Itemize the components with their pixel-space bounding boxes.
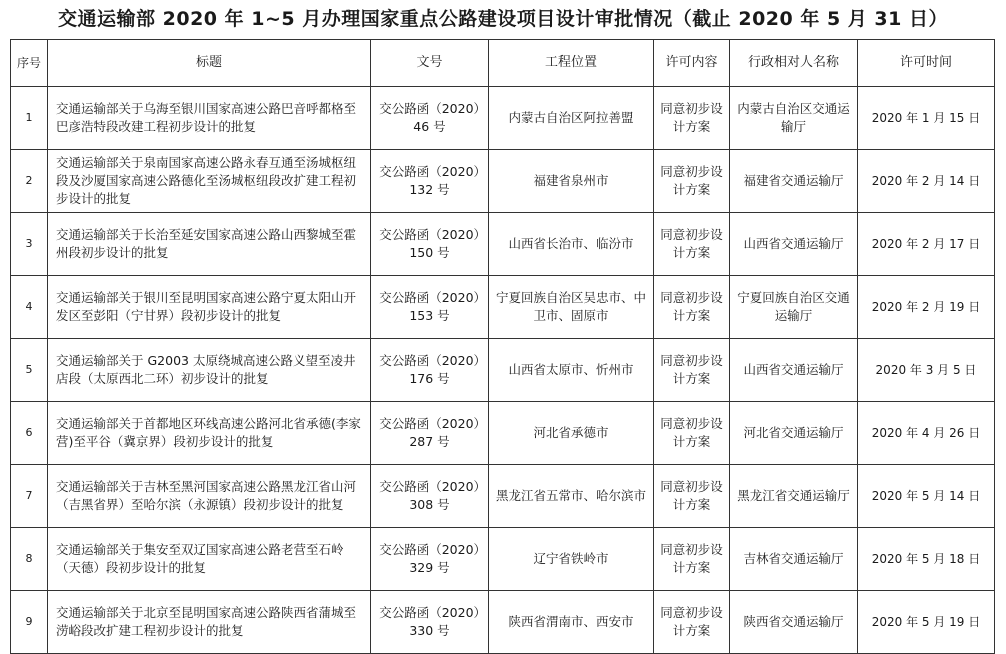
header-doc-no: 文号 <box>371 40 489 87</box>
cell-no: 5 <box>11 339 48 402</box>
cell-date: 2020 年 5 月 19 日 <box>858 591 995 654</box>
cell-permit: 同意初步设计方案 <box>654 591 730 654</box>
table-row <box>11 528 995 591</box>
cell-date: 2020 年 1 月 15 日 <box>858 87 995 150</box>
cell-title: 交通运输部关于乌海至银川国家高速公路巴音呼都格至巴彦浩特段改建工程初步设计的批复 <box>48 87 371 150</box>
cell-date: 2020 年 2 月 17 日 <box>858 213 995 276</box>
document-title: 交通运输部 2020 年 1~5 月办理国家重点公路建设项目设计审批情况（截止 2020 年 5 月 31 日） <box>58 8 948 30</box>
table-row <box>11 402 995 465</box>
cell-title: 交通运输部关于集安至双辽国家高速公路老营至石岭（天德）段初步设计的批复 <box>48 528 371 591</box>
cell-doc-no: 交公路函（2020）153 号 <box>371 276 489 339</box>
cell-no: 7 <box>11 465 48 528</box>
table-row <box>11 87 995 150</box>
cell-location: 山西省太原市、忻州市 <box>489 339 654 402</box>
header-title: 标题 <box>48 40 371 87</box>
table-row <box>11 465 995 528</box>
cell-location: 陕西省渭南市、西安市 <box>489 591 654 654</box>
table-row <box>11 213 995 276</box>
cell-no: 3 <box>11 213 48 276</box>
cell-doc-no: 交公路函（2020）132 号 <box>371 150 489 213</box>
cell-permit: 同意初步设计方案 <box>654 276 730 339</box>
cell-location: 山西省长治市、临汾市 <box>489 213 654 276</box>
cell-party: 陕西省交通运输厅 <box>730 591 858 654</box>
cell-no: 9 <box>11 591 48 654</box>
cell-no: 8 <box>11 528 48 591</box>
cell-location: 辽宁省铁岭市 <box>489 528 654 591</box>
table-row <box>11 339 995 402</box>
cell-permit: 同意初步设计方案 <box>654 87 730 150</box>
cell-doc-no: 交公路函（2020）46 号 <box>371 87 489 150</box>
header-location: 工程位置 <box>489 40 654 87</box>
cell-date: 2020 年 5 月 14 日 <box>858 465 995 528</box>
header-party: 行政相对人名称 <box>730 40 858 87</box>
cell-title: 交通运输部关于首都地区环线高速公路河北省承德(李家营)至平谷（冀京界）段初步设计的批复 <box>48 402 371 465</box>
cell-party: 宁夏回族自治区交通运输厅 <box>730 276 858 339</box>
cell-no: 4 <box>11 276 48 339</box>
approvals-table <box>10 39 995 654</box>
cell-permit: 同意初步设计方案 <box>654 339 730 402</box>
cell-title: 交通运输部关于 G2003 太原绕城高速公路义望至凌井店段（太原西北二环）初步设计的批复 <box>48 339 371 402</box>
cell-party: 山西省交通运输厅 <box>730 339 858 402</box>
cell-date: 2020 年 4 月 26 日 <box>858 402 995 465</box>
cell-doc-no: 交公路函（2020）308 号 <box>371 465 489 528</box>
table-body <box>11 87 995 654</box>
cell-permit: 同意初步设计方案 <box>654 150 730 213</box>
cell-party: 河北省交通运输厅 <box>730 402 858 465</box>
cell-party: 山西省交通运输厅 <box>730 213 858 276</box>
table-row <box>11 591 995 654</box>
cell-no: 1 <box>11 87 48 150</box>
cell-no: 2 <box>11 150 48 213</box>
cell-location: 黑龙江省五常市、哈尔滨市 <box>489 465 654 528</box>
cell-title: 交通运输部关于泉南国家高速公路永春互通至汤城枢纽段及沙厦国家高速公路德化至汤城枢纽段改扩建工程初步设计的批复 <box>48 150 371 213</box>
cell-doc-no: 交公路函（2020）329 号 <box>371 528 489 591</box>
cell-location: 内蒙古自治区阿拉善盟 <box>489 87 654 150</box>
cell-permit: 同意初步设计方案 <box>654 213 730 276</box>
cell-title: 交通运输部关于长治至延安国家高速公路山西黎城至霍州段初步设计的批复 <box>48 213 371 276</box>
cell-no: 6 <box>11 402 48 465</box>
header-permit: 许可内容 <box>654 40 730 87</box>
cell-title: 交通运输部关于吉林至黑河国家高速公路黑龙江省山河（吉黑省界）至哈尔滨（永源镇）段初步设计的批复 <box>48 465 371 528</box>
header-date: 许可时间 <box>858 40 995 87</box>
cell-location: 河北省承德市 <box>489 402 654 465</box>
cell-party: 吉林省交通运输厅 <box>730 528 858 591</box>
cell-party: 福建省交通运输厅 <box>730 150 858 213</box>
table-row <box>11 150 995 213</box>
cell-permit: 同意初步设计方案 <box>654 402 730 465</box>
cell-date: 2020 年 3 月 5 日 <box>858 339 995 402</box>
cell-permit: 同意初步设计方案 <box>654 528 730 591</box>
cell-date: 2020 年 5 月 18 日 <box>858 528 995 591</box>
cell-location: 宁夏回族自治区吴忠市、中卫市、固原市 <box>489 276 654 339</box>
cell-party: 黑龙江省交通运输厅 <box>730 465 858 528</box>
cell-doc-no: 交公路函（2020）150 号 <box>371 213 489 276</box>
cell-title: 交通运输部关于银川至昆明国家高速公路宁夏太阳山开发区至彭阳（宁甘界）段初步设计的批复 <box>48 276 371 339</box>
cell-date: 2020 年 2 月 14 日 <box>858 150 995 213</box>
cell-location: 福建省泉州市 <box>489 150 654 213</box>
cell-party: 内蒙古自治区交通运输厅 <box>730 87 858 150</box>
table-header-row <box>11 40 995 87</box>
cell-date: 2020 年 2 月 19 日 <box>858 276 995 339</box>
cell-title: 交通运输部关于北京至昆明国家高速公路陕西省蒲城至涝峪段改扩建工程初步设计的批复 <box>48 591 371 654</box>
table-row <box>11 276 995 339</box>
cell-doc-no: 交公路函（2020）330 号 <box>371 591 489 654</box>
header-no: 序号 <box>11 40 48 87</box>
cell-doc-no: 交公路函（2020）176 号 <box>371 339 489 402</box>
cell-permit: 同意初步设计方案 <box>654 465 730 528</box>
cell-doc-no: 交公路函（2020）287 号 <box>371 402 489 465</box>
